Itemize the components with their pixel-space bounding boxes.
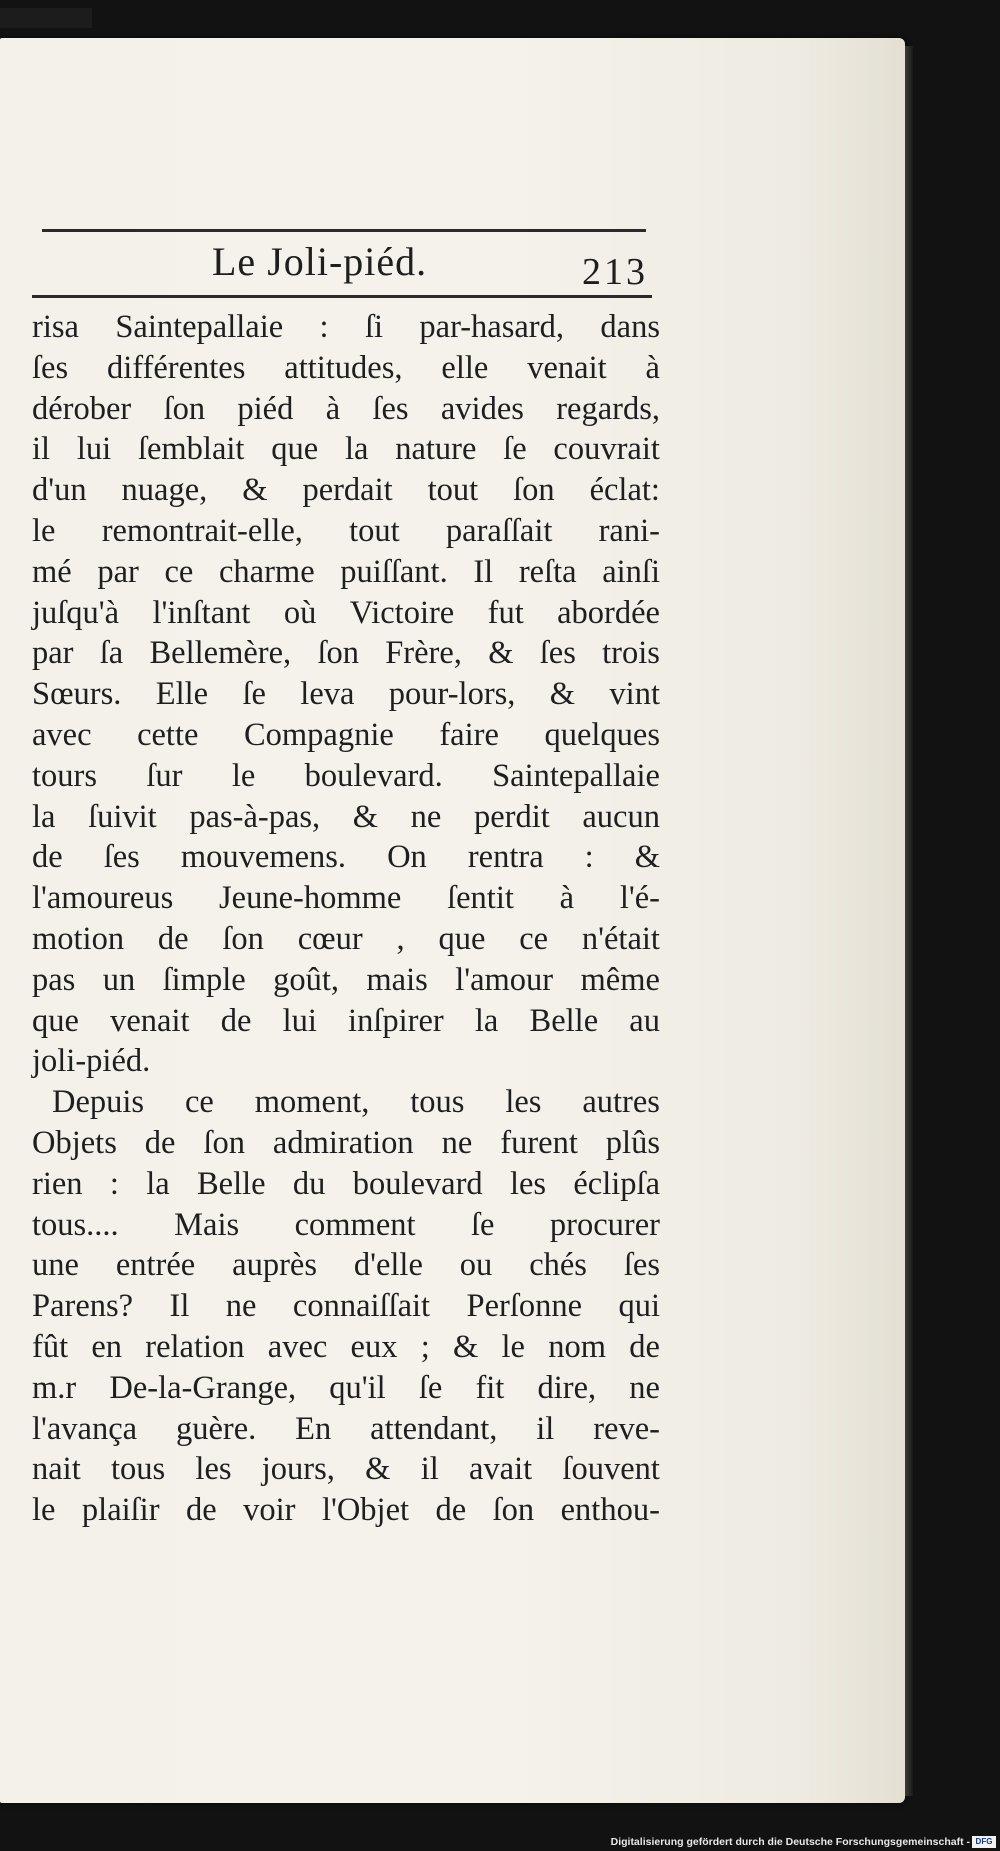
word: lui <box>282 1002 317 1039</box>
word: les <box>509 1165 547 1202</box>
word: regards, <box>556 390 660 427</box>
word: Saintepallaie <box>492 757 660 794</box>
word: d'elle <box>353 1247 423 1284</box>
text-line <box>32 878 660 919</box>
word: ſon <box>203 1124 245 1161</box>
word: guère. <box>175 1410 257 1447</box>
word: d'un <box>32 472 87 509</box>
word: dérober <box>32 390 132 427</box>
text-line <box>32 633 660 674</box>
word: ſentit <box>447 880 514 917</box>
text-line <box>32 1164 660 1205</box>
word: , <box>396 920 405 957</box>
word: que <box>32 1002 79 1039</box>
word: goût, <box>273 961 339 998</box>
word: Saintepallaie <box>115 309 284 345</box>
word: avec <box>32 716 92 753</box>
word: fit <box>475 1369 505 1406</box>
word: les <box>505 1084 542 1121</box>
footer-bar <box>0 1831 1000 1851</box>
text-line <box>32 511 660 552</box>
word: aucun <box>582 798 660 835</box>
word: piéd <box>237 390 294 427</box>
word: remontrait-elle, <box>101 512 303 549</box>
text-line <box>32 960 660 1001</box>
word: nuage, <box>121 472 208 509</box>
word: ſes <box>623 1247 660 1284</box>
text-line <box>32 674 660 715</box>
word: la <box>32 798 56 835</box>
word: m.r <box>32 1369 77 1406</box>
word: comment <box>294 1206 416 1243</box>
word: que <box>271 431 319 468</box>
word: eux <box>350 1328 398 1365</box>
word: paraſſait <box>445 512 553 549</box>
word: même <box>580 961 660 998</box>
word: Belle <box>196 1165 266 1202</box>
word: puiſſant. <box>340 553 448 590</box>
word: de <box>220 1002 252 1039</box>
word: nait <box>32 1451 81 1488</box>
word: ſe <box>242 676 266 713</box>
word: avait <box>469 1451 533 1488</box>
word: il <box>536 1410 555 1447</box>
word: mé <box>32 553 72 590</box>
word: reſta <box>518 553 577 590</box>
word: Il <box>473 553 494 590</box>
word: ſon <box>163 390 206 427</box>
scan-corner-tab <box>0 8 92 28</box>
word: procurer <box>549 1206 660 1243</box>
word: furent <box>500 1124 578 1161</box>
word: ſe <box>418 1369 443 1406</box>
word: Belle <box>529 1002 599 1039</box>
word: ſe <box>471 1206 495 1243</box>
word: venait <box>110 1002 190 1039</box>
word: mais <box>366 961 428 998</box>
word: trois <box>602 635 660 672</box>
page-edge <box>905 46 913 1796</box>
word: charme <box>219 553 315 590</box>
word: cœur <box>297 920 363 957</box>
word: ſon <box>317 635 359 672</box>
word: un <box>102 961 136 998</box>
text-line <box>32 1001 660 1042</box>
word: & <box>352 798 379 835</box>
word: les <box>195 1451 232 1488</box>
word: vint <box>609 676 660 713</box>
word: juſqu'à <box>32 594 120 631</box>
word: attitudes, <box>284 349 403 386</box>
word: ſes <box>539 635 576 672</box>
word: à <box>325 390 341 427</box>
word: l'amour <box>455 961 554 998</box>
word: dans <box>600 309 660 345</box>
word: en <box>91 1328 123 1365</box>
word: l'amoureus <box>32 880 174 917</box>
text-line <box>32 1205 660 1246</box>
word: l'é- <box>619 880 660 917</box>
word: la <box>474 1002 499 1039</box>
word: ou <box>459 1247 493 1284</box>
text-line <box>32 1041 660 1082</box>
word: voir <box>243 1492 296 1529</box>
word: & <box>452 1328 479 1365</box>
word: une <box>32 1247 79 1284</box>
text-line <box>32 593 660 634</box>
text-line <box>32 552 660 593</box>
word: reve- <box>593 1410 660 1447</box>
word: à <box>645 349 660 386</box>
word: inſpirer <box>348 1002 444 1039</box>
word: n'était <box>581 920 660 957</box>
text-line <box>32 1490 660 1531</box>
word: ne <box>410 798 442 835</box>
word: fût <box>32 1328 69 1365</box>
word: boulevard. <box>304 757 443 794</box>
word: tout <box>427 472 479 509</box>
word: : <box>584 839 594 876</box>
word: plaiſir <box>81 1492 160 1529</box>
word: il <box>32 431 51 468</box>
word: joli-piéd. <box>32 1043 151 1080</box>
word: Elle <box>155 676 209 713</box>
word: du <box>292 1165 326 1202</box>
word: ſon <box>492 1492 535 1529</box>
word: relation <box>145 1328 245 1365</box>
word: le <box>32 512 56 549</box>
word: l'Objet <box>321 1492 410 1529</box>
word: & <box>488 635 514 672</box>
word: tous.... <box>32 1206 119 1243</box>
word: de <box>157 920 189 957</box>
word: ne <box>441 1124 473 1161</box>
text-line <box>32 1409 660 1450</box>
word: & <box>549 676 576 713</box>
word: Victoire <box>349 594 455 631</box>
word: Mais <box>174 1206 240 1243</box>
word: de <box>435 1492 467 1529</box>
word: Depuis <box>52 1084 145 1121</box>
text-line <box>32 1082 660 1123</box>
word: ſouvent <box>562 1451 660 1488</box>
book-page <box>0 38 905 1803</box>
word: enthou- <box>560 1492 660 1529</box>
text-line <box>32 756 660 797</box>
word: jours, <box>261 1451 335 1488</box>
word: moment, <box>254 1084 370 1121</box>
word: fut <box>487 594 524 631</box>
text-line <box>32 389 660 430</box>
word: la <box>146 1165 170 1202</box>
word: Objets <box>32 1124 117 1161</box>
word: tous <box>110 1451 166 1488</box>
header-rule-top <box>42 229 646 232</box>
word: abordée <box>557 594 660 631</box>
word: & <box>365 1451 391 1488</box>
word: au <box>629 1002 660 1039</box>
word: ainſi <box>602 553 660 590</box>
text-line <box>32 470 660 511</box>
header-rule-bottom <box>32 295 652 298</box>
word: ; <box>420 1328 430 1365</box>
word: dire, <box>537 1369 597 1406</box>
word: Il <box>169 1288 190 1325</box>
text-line <box>32 919 660 960</box>
word: l'avança <box>32 1410 138 1447</box>
word: Frère, <box>385 635 462 672</box>
word: pas <box>32 961 76 998</box>
word: elle <box>441 349 489 386</box>
word: quelques <box>544 716 660 753</box>
word: qui <box>618 1288 660 1325</box>
word: pour-lors, <box>388 676 516 713</box>
word: par-hasard, <box>419 309 565 345</box>
word: Compagnie <box>243 716 394 753</box>
word: le <box>231 757 256 794</box>
word: Jeune-homme <box>219 880 402 917</box>
word: ſon <box>222 920 264 957</box>
word: ſi <box>364 309 384 345</box>
word: risa <box>32 309 79 345</box>
word: avec <box>267 1328 328 1365</box>
word: à <box>559 880 575 917</box>
word: par <box>97 553 139 590</box>
word: connaiſſait <box>292 1288 431 1325</box>
running-title: Le Joli-piéd. <box>212 239 428 284</box>
text-line <box>32 1123 660 1164</box>
word: couvrait <box>553 431 660 468</box>
word: ſes <box>32 349 69 386</box>
word: avides <box>440 390 524 427</box>
word: ce <box>184 1084 214 1121</box>
word: ſimple <box>162 961 246 998</box>
word: éclipſa <box>573 1165 660 1202</box>
word: : <box>109 1165 119 1202</box>
word: rani- <box>598 512 660 549</box>
text-line <box>32 1368 660 1409</box>
text-line <box>32 1449 660 1490</box>
word: ſes <box>103 839 140 876</box>
word: Bellemère, <box>149 635 292 672</box>
text-line <box>32 1286 660 1327</box>
word: lui <box>76 431 112 468</box>
word: ne <box>225 1288 257 1325</box>
word: qu'il <box>329 1369 386 1406</box>
word: où <box>283 594 317 631</box>
word: plûs <box>605 1124 660 1161</box>
word: rien <box>32 1165 83 1202</box>
word: ſur <box>146 757 183 794</box>
word: & <box>242 472 268 509</box>
body-text <box>32 307 660 1531</box>
word: ce <box>519 920 549 957</box>
word: que <box>438 920 486 957</box>
word: ne <box>629 1369 660 1406</box>
word: différentes <box>107 349 246 386</box>
text-line <box>32 715 660 756</box>
word: boulevard <box>352 1165 483 1202</box>
word: leva <box>300 676 355 713</box>
word: de <box>32 839 63 876</box>
word: En <box>295 1410 332 1447</box>
word: De-la-Grange, <box>109 1369 297 1406</box>
word: l'inſtant <box>152 594 251 631</box>
word: de <box>629 1328 660 1365</box>
text-line <box>32 797 660 838</box>
word: ſemblait <box>137 431 245 468</box>
word: de <box>186 1492 217 1529</box>
word: Sœurs. <box>32 676 122 713</box>
word: entrée <box>115 1247 196 1284</box>
word: pas-à-pas, <box>189 798 321 835</box>
word: & <box>634 839 660 876</box>
word: auprès <box>232 1247 317 1284</box>
word: motion <box>32 920 125 957</box>
word: tous <box>410 1084 465 1121</box>
word: nature <box>395 431 477 468</box>
word: la <box>344 431 369 468</box>
word: cette <box>137 716 199 753</box>
text-line <box>32 429 660 470</box>
text-line <box>32 837 660 878</box>
word: tours <box>32 757 97 794</box>
word: ce <box>164 553 194 590</box>
word: perdait <box>302 472 393 509</box>
word: Perſonne <box>466 1288 583 1325</box>
page-number: 213 <box>582 251 648 293</box>
word: rentra <box>467 839 544 876</box>
word: faire <box>439 716 499 753</box>
word: ſa <box>99 635 124 672</box>
text-line <box>32 1327 660 1368</box>
word: par <box>32 635 74 672</box>
word: perdit <box>473 798 550 835</box>
word: mouvemens. <box>180 839 347 876</box>
word: venait <box>527 349 607 386</box>
digitization-credit: Digitalisierung gefördert durch die Deutsche Forschungsgemeinschaft - <box>610 1836 970 1848</box>
text-line <box>32 307 660 348</box>
word: le <box>32 1492 56 1529</box>
word: nom <box>548 1328 606 1365</box>
word: ſes <box>372 390 409 427</box>
word: : <box>319 309 329 345</box>
word: tout <box>349 512 400 549</box>
word: chés <box>529 1247 587 1284</box>
word: le <box>501 1328 525 1365</box>
word: Parens? <box>32 1288 134 1325</box>
text-line <box>32 348 660 389</box>
word: admiration <box>272 1124 414 1161</box>
word: attendant, <box>370 1410 498 1447</box>
text-line <box>32 1245 660 1286</box>
word: ſe <box>503 431 527 468</box>
dfg-logo: DFG <box>972 1836 996 1848</box>
word: ſuivit <box>88 798 157 835</box>
word: autres <box>582 1084 660 1121</box>
word: ſon <box>513 472 555 509</box>
word: éclat: <box>589 472 660 509</box>
word: de <box>144 1124 176 1161</box>
word: On <box>387 839 427 876</box>
word: il <box>420 1451 439 1488</box>
